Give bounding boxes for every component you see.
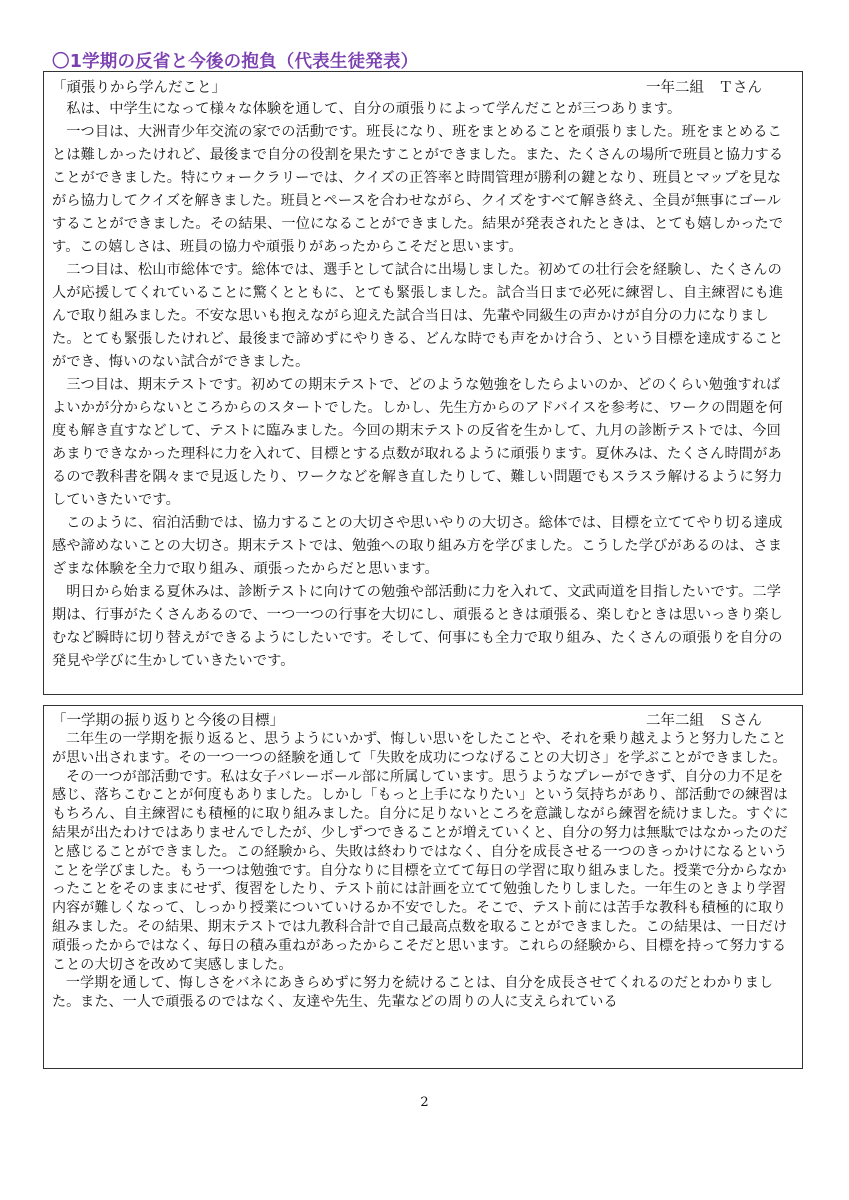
essay-1-paragraph: このように、宿泊活動では、協力することの大切さや思いやりの大切さ。総体では、目標を立ててやり切る達成感や諦めないことの大切さ。期末テストでは、勉強への取り組み方を学びました。こうした学びがあるのは、さまざまな体験を全力で取り組み、頑張ったからだと思います。: [52, 515, 783, 577]
essay-2-title: 「一学期の振り返りと今後の目標」: [52, 713, 284, 729]
essay-1-title: 「頑張りから学んだこと」: [52, 80, 226, 96]
essay-1-paragraph: 私は、中学生になって様々な体験を通して、自分の頑張りによって学んだことが三つあります。: [66, 101, 682, 117]
essay-2-paragraph: その一つが部活動です。私は女子バレーボール部に所属しています。思うようなプレーができず、自分の力不足を感じ、落ちこむことが何度もありました。しかし「もっと上手になりたい」という気持ちがあり、部活動での練習はもちろん、自主練習にも積極的に取り組みました。自分に足りないところを意識しながら練習を続けました。すぐに結果が出たわけではありませんでしたが、少しずつできることが増えていくと、自分の努力は無駄ではなかったのだと感じることができました。この経験から、失敗は終わりではなく、自分を成長させる一つのきっかけになるということを学びました。もう一つは勉強です。自分なりに目標を立てて毎日の学習に取り組みました。授業で分からなかったことをそのままにせず、復習をしたり、テスト前には計画を立てて勉強したりしました。一年生のときより学習内容が難しくなって、しっかり授業についていけるか不安でした。そこで、テスト前には苦手な教科も積極的に取り組みました。その結果、期末テストでは九教科合計で自己最高点数を取ることができました。この結果は、一日だけ頑張ったからではなく、毎日の積み重ねがあったからこそだと思います。これらの経験から、目標を持って努力することの大切さを改めて実感しました。: [52, 768, 789, 973]
essay-box-2: [43, 705, 803, 1069]
essay-1-header: [52, 78, 794, 98]
essay-1-paragraph: 明日から始まる夏休みは、診断テストに向けての勉強や部活動に力を入れて、文武両道を目指したいです。二学期は、行事がたくさんあるので、一つ一つの行事を大切にし、頑張るときは頑張る、楽しむときは思いっきり楽しむなど瞬時に切り替えができるようにしたいです。そして、何事にも全力で取り組み、たくさんの頑張りを自分の発見や学びに生かしていきたいです。: [52, 584, 783, 669]
essay-box-1: [43, 71, 803, 695]
page-number: 2: [420, 1095, 429, 1110]
essay-2-header: [52, 712, 794, 730]
page-heading: 〇1学期の反省と今後の抱負（代表生徒発表）: [52, 52, 419, 72]
essay-1-paragraph: 一つ目は、大洲青少年交流の家での活動です。班長になり、班をまとめることを頑張りました。班をまとめることは難しかったけれど、最後まで自分の役割を果たすことができました。また、たくさんの場所で班員と協力することができました。特にウォークラリーでは、クイズの正答率と時間管理が勝利の鍵となり、班員とマップを見ながら協力してクイズを解きました。班員とペースを合わせながら、クイズをすべて解き終え、全員が無事にゴールすることができました。その結果、一位になることができました。結果が発表されたときは、とても嬉しかったです。この嬉しさは、班員の協力や頑張りがあったからこそだと思います。: [52, 124, 784, 255]
essay-1-author: 一年二組 Ｔさん: [646, 80, 762, 96]
essay-2-paragraph: 一学期を通して、悔しさをバネにあきらめずに努力を続けることは、自分を成長させてくれるのだとわかりました。また、一人で頑張るのではなく、友達や先生、先輩などの周りの人に支えられている: [52, 975, 774, 1011]
essay-2-author: 二年二組 Ｓさん: [646, 713, 762, 729]
essay-1-paragraph: 三つ目は、期末テストです。初めての期末テストで、どのような勉強をしたらよいのか、どのくらい勉強すればよいかが分からないところからのスタートでした。しかし、先生方からのアドバイスを参考に、ワークの問題を何度も解き直すなどして、テストに臨みました。今回の期末テストの反省を生かして、九月の診断テストでは、今回あまりできなかった理科に力を入れて、目標とする点数が取れるように頑張ります。夏休みは、たくさん時間があるので教科書を隅々まで見返したり、ワークなどを解き直したりして、難しい問題でもスラスラ解けるように努力していきたいです。: [52, 377, 783, 508]
essay-2-paragraph: 二年生の一学期を振り返ると、思うようにいかず、悔しい思いをしたことや、それを乗り越えようと努力したことが思い出されます。その一つ一つの経験を通して「失敗を成功につなげることの大切さ」を学ぶことができました。: [52, 731, 787, 766]
essay-1-paragraph: 二つ目は、松山市総体です。総体では、選手として試合に出場しました。初めての壮行会を経験し、たくさんの人が応援してくれていることに驚くとともに、とても緊張しました。試合当日まで必死に練習し、自主練習にも進んで取り組みました。不安な思いも抱えながら迎えた試合当日は、先輩や同級生の声かけが自分の力になりました。とても緊張したけれど、最後まで諦めずにやりきる、どんな時でも声をかけ合う、という目標を達成することができ、悔いのない試合ができました。: [52, 262, 784, 370]
